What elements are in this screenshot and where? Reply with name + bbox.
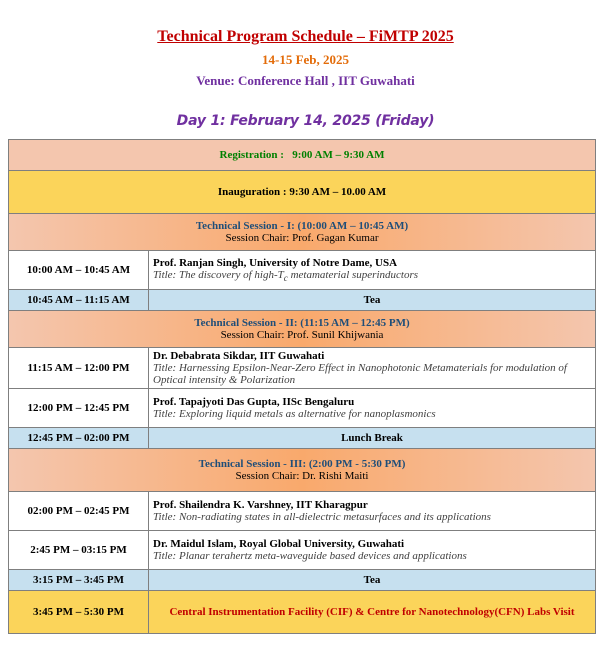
session-cell <box>9 311 596 348</box>
schedule-table <box>8 139 596 634</box>
talk-title-text: metamaterial superinductors <box>287 268 419 281</box>
table-row <box>9 492 596 531</box>
talk-title: Title: Non-radiating states in all-dielectric metasurfaces and its applications <box>153 511 491 523</box>
registration-row <box>9 140 596 171</box>
lab-visit-time: 3:45 PM – 5:30 PM <box>9 591 149 634</box>
table-row <box>9 348 596 389</box>
talk-title: Title: Planar terahertz meta-waveguide based devices and applications <box>153 550 467 562</box>
event-dates: 14-15 Feb, 2025 <box>261 52 350 67</box>
session-row <box>9 214 596 251</box>
talk-title: Title: Exploring liquid metals as alternative for nanoplasmonics <box>153 408 436 420</box>
talk-cell <box>149 531 596 570</box>
session-chair: Session Chair: Prof. Gagan Kumar <box>225 232 379 244</box>
talk-title: Title: Harnessing Epsilon-Near-Zero Effect in Nanophotonic Metamaterials for modulation of Optical intensity & Polarization <box>153 362 567 386</box>
talk-cell <box>149 348 596 389</box>
session-cell <box>9 449 596 492</box>
talk-time: 02:00 PM – 02:45 PM <box>9 492 149 531</box>
break-label: Tea <box>149 290 596 311</box>
day-heading: Day 1: February 14, 2025 (Friday) <box>176 113 435 129</box>
talk-time: 2:45 PM – 03:15 PM <box>9 531 149 570</box>
session-cell <box>9 214 596 251</box>
session-title: Technical Session - I: (10:00 AM – 10:45 AM) <box>195 220 409 232</box>
talk-time: 12:00 PM – 12:45 PM <box>9 389 149 428</box>
lab-visit-label: Central Instrumentation Facility (CIF) & Centre for Nanotechnology(CFN) Labs Visit <box>149 591 596 634</box>
registration-time: 9:00 AM – 9:30 AM <box>292 149 385 161</box>
break-label: Tea <box>149 570 596 591</box>
session-row <box>9 311 596 348</box>
talk-speaker: Dr. Maidul Islam, Royal Global University, Guwahati <box>153 538 405 550</box>
table-row <box>9 428 596 449</box>
talk-speaker: Prof. Shailendra K. Varshney, IIT Kharagpur <box>153 499 368 511</box>
session-title: Technical Session - III: (2:00 PM - 5:30 PM) <box>198 458 406 470</box>
table-row <box>9 531 596 570</box>
session-chair: Session Chair: Prof. Sunil Khijwania <box>220 329 384 341</box>
talk-time: 11:15 AM – 12:00 PM <box>9 348 149 389</box>
table-row <box>9 251 596 290</box>
talk-speaker: Dr. Debabrata Sikdar, IIT Guwahati <box>153 350 325 362</box>
inauguration-cell: Inauguration : 9:30 AM – 10.00 AM <box>9 171 596 214</box>
talk-time: 10:00 AM – 10:45 AM <box>9 251 149 290</box>
table-row <box>9 591 596 634</box>
session-row <box>9 449 596 492</box>
talk-title-text: Title: The discovery of high-T <box>153 268 284 281</box>
session-title: Technical Session - II: (11:15 AM – 12:45 PM) <box>194 317 410 329</box>
talk-cell <box>149 492 596 531</box>
talk-speaker: Prof. Tapajyoti Das Gupta, IISc Bengaluru <box>153 396 355 408</box>
talk-title-subscript: c <box>283 273 288 284</box>
registration-label: Registration : <box>219 149 284 161</box>
table-row <box>9 570 596 591</box>
break-time: 3:15 PM – 3:45 PM <box>9 570 149 591</box>
page-title: Technical Program Schedule – FiMTP 2025 <box>157 28 454 45</box>
talk-speaker: Prof. Ranjan Singh, University of Notre Dame, USA <box>153 256 398 269</box>
table-row <box>9 290 596 311</box>
talk-cell <box>149 251 596 290</box>
table-row <box>9 389 596 428</box>
session-chair: Session Chair: Dr. Rishi Maiti <box>235 470 369 482</box>
talk-title <box>153 269 591 283</box>
break-label: Lunch Break <box>149 428 596 449</box>
registration-cell <box>9 140 596 171</box>
venue: Venue: Conference Hall , IIT Guwahati <box>196 73 415 88</box>
talk-cell <box>149 389 596 428</box>
break-time: 12:45 PM – 02:00 PM <box>9 428 149 449</box>
break-time: 10:45 AM – 11:15 AM <box>9 290 149 311</box>
inauguration-row <box>9 171 596 214</box>
